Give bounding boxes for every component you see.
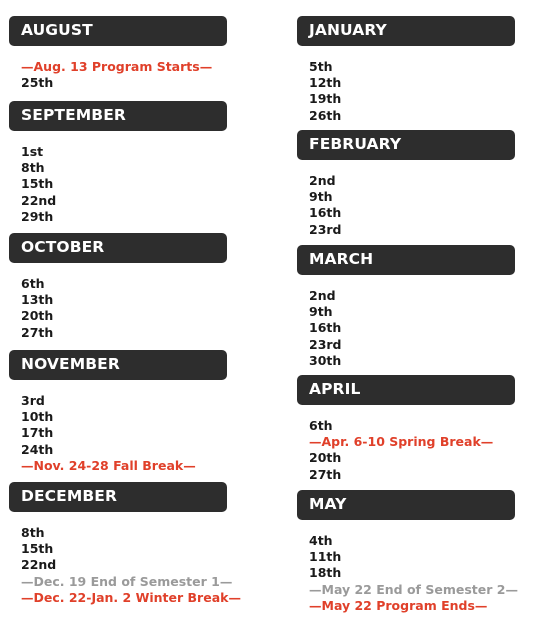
date-entry: 22nd [21, 192, 57, 208]
entry-list [9, 144, 227, 225]
month-august [9, 16, 227, 91]
month-header [9, 233, 227, 263]
event-end-semester-1: —Dec. 19 End of Semester 1— [21, 573, 233, 589]
entry-list [297, 288, 515, 369]
date-entry: 29th [21, 208, 54, 224]
date-entry: 17th [21, 425, 54, 441]
entry-list [297, 418, 515, 483]
event-end-semester-2: —May 22 End of Semester 2— [309, 581, 518, 597]
month-april [297, 375, 515, 483]
date-entry: 15th [21, 541, 54, 557]
date-entry: 6th [21, 276, 45, 291]
month-name: SEPTEMBER [21, 106, 126, 125]
date-entry: 2nd [309, 288, 336, 303]
event-fall-break: —Nov. 24-28 Fall Break— [21, 457, 196, 473]
date-entry: 12th [309, 75, 342, 91]
month-header [297, 16, 515, 46]
entry-list [9, 276, 227, 341]
month-name: OCTOBER [21, 238, 105, 257]
month-name: AUGUST [21, 21, 93, 40]
date-entry: 18th [309, 565, 342, 581]
month-september [9, 101, 227, 225]
date-entry: 5th [309, 59, 333, 74]
month-name: MAY [309, 495, 347, 514]
event-program-starts: —Aug. 13 Program Starts— [21, 59, 213, 74]
month-february [297, 130, 515, 238]
month-header [297, 245, 515, 275]
date-entry: 27th [309, 466, 342, 482]
date-entry: 26th [309, 107, 342, 123]
entry-list [297, 533, 518, 614]
month-header [9, 101, 227, 131]
date-entry: 20th [21, 308, 54, 324]
entry-list [9, 525, 241, 606]
entry-list [9, 393, 227, 474]
date-entry: 22nd [21, 557, 57, 573]
month-header [9, 16, 227, 46]
month-march [297, 245, 515, 369]
month-january [297, 16, 515, 124]
date-entry: 20th [309, 450, 342, 466]
month-header [297, 375, 515, 405]
date-entry: 3rd [21, 393, 45, 408]
month-name: FEBRUARY [309, 135, 402, 154]
date-entry: 27th [21, 324, 54, 340]
date-entry: 9th [309, 189, 333, 205]
date-entry: 8th [21, 525, 45, 540]
event-program-ends: —May 22 Program Ends— [309, 597, 488, 613]
date-entry: 16th [309, 320, 342, 336]
date-entry: 25th [21, 75, 54, 91]
month-may [297, 490, 518, 614]
month-name: MARCH [309, 250, 374, 269]
date-entry: 16th [309, 205, 342, 221]
event-winter-break: —Dec. 22-Jan. 2 Winter Break— [21, 589, 241, 605]
month-header [9, 482, 227, 512]
entry-list [297, 59, 515, 124]
month-name: DECEMBER [21, 487, 117, 506]
date-entry: 15th [21, 176, 54, 192]
date-entry: 23rd [309, 336, 342, 352]
event-spring-break: —Apr. 6-10 Spring Break— [309, 434, 494, 450]
month-header [297, 490, 515, 520]
date-entry: 1st [21, 144, 44, 159]
date-entry: 8th [21, 160, 45, 176]
date-entry: 13th [21, 292, 54, 308]
month-name: APRIL [309, 380, 361, 399]
date-entry: 19th [309, 91, 342, 107]
month-name: JANUARY [309, 21, 387, 40]
date-entry: 11th [309, 549, 342, 565]
month-header [9, 350, 227, 380]
month-october [9, 233, 227, 341]
date-entry: 4th [309, 533, 333, 548]
date-entry: 24th [21, 441, 54, 457]
date-entry: 10th [21, 409, 54, 425]
month-november [9, 350, 227, 474]
month-header [297, 130, 515, 160]
date-entry: 2nd [309, 173, 336, 188]
month-name: NOVEMBER [21, 355, 120, 374]
date-entry: 30th [309, 352, 342, 368]
date-entry: 6th [309, 418, 333, 433]
month-december [9, 482, 241, 606]
date-entry: 9th [309, 304, 333, 320]
entry-list [9, 59, 227, 91]
entry-list [297, 173, 515, 238]
date-entry: 23rd [309, 221, 342, 237]
